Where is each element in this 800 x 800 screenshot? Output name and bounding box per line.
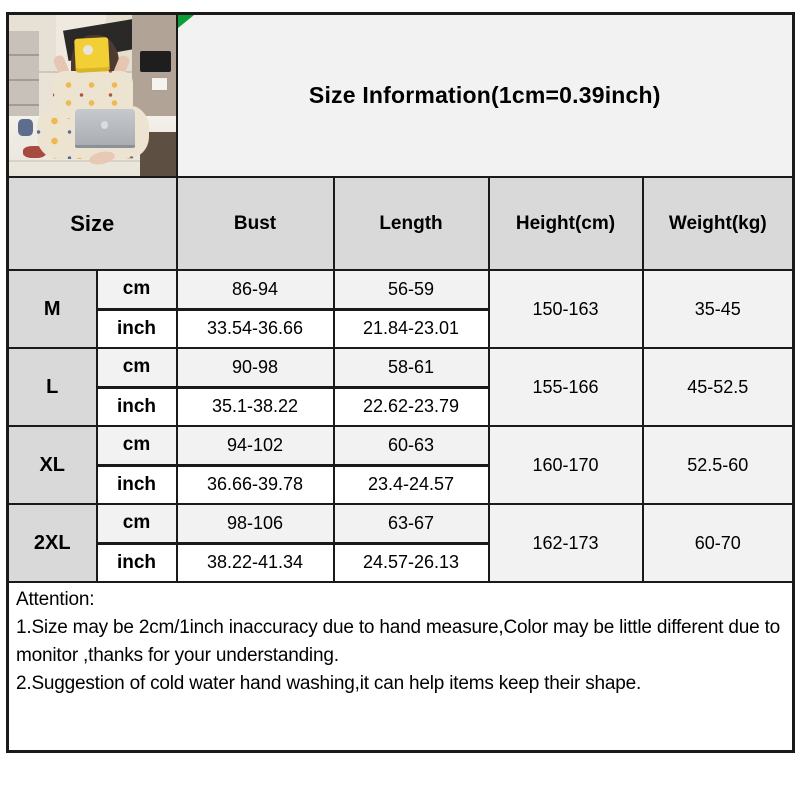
xl-weight: 52.5-60 — [643, 426, 794, 504]
2xl-bust-cm: 98-106 — [177, 504, 334, 543]
row-l-cm — [8, 348, 794, 387]
unit-label-inch: inch — [97, 465, 177, 504]
size-label-2xl: 2XL — [8, 504, 97, 582]
xl-bust-inch: 36.66-39.78 — [177, 465, 334, 504]
attention-heading: Attention: — [16, 589, 95, 610]
photo-laptop-logo — [101, 121, 108, 129]
column-header-weight: Weight(kg) — [643, 177, 794, 270]
page-title: Size Information(1cm=0.39inch) — [308, 82, 661, 108]
attention-note-1: 1.Size may be 2cm/1inch inaccuracy due to hand measure,Color may be little different due to monitor ,thanks for your understanding. — [16, 617, 781, 666]
product-photo-illustration — [9, 15, 176, 176]
row-xl-cm — [8, 426, 794, 465]
l-length-cm: 58-61 — [334, 348, 489, 387]
m-length-cm: 56-59 — [334, 270, 489, 309]
m-height: 150-163 — [489, 270, 643, 348]
l-bust-inch: 35.1-38.22 — [177, 387, 334, 426]
2xl-weight: 60-70 — [643, 504, 794, 582]
attention-note-2: 2.Suggestion of cold water hand washing,it can help items keep their shape. — [16, 673, 642, 694]
xl-height: 160-170 — [489, 426, 643, 504]
2xl-length-cm: 63-67 — [334, 504, 489, 543]
unit-label-inch: inch — [97, 309, 177, 348]
m-bust-cm: 86-94 — [177, 270, 334, 309]
l-height: 155-166 — [489, 348, 643, 426]
column-header-length: Length — [334, 177, 489, 270]
xl-length-cm: 60-63 — [334, 426, 489, 465]
column-header-size: Size — [8, 177, 177, 270]
2xl-bust-inch: 38.22-41.34 — [177, 543, 334, 582]
m-length-inch: 21.84-23.01 — [334, 309, 489, 348]
m-weight: 35-45 — [643, 270, 794, 348]
l-bust-cm: 90-98 — [177, 348, 334, 387]
attention-box — [8, 582, 794, 752]
photo-blue-item — [18, 119, 33, 136]
attention-row — [8, 582, 794, 752]
photo-wall-screen — [140, 51, 171, 72]
unit-label-cm: cm — [97, 426, 177, 465]
unit-label-inch: inch — [97, 543, 177, 582]
size-label-xl: XL — [8, 426, 97, 504]
size-label-l: L — [8, 348, 97, 426]
m-bust-inch: 33.54-36.66 — [177, 309, 334, 348]
row-2xl-cm — [8, 504, 794, 543]
2xl-height: 162-173 — [489, 504, 643, 582]
size-label-m: M — [8, 270, 97, 348]
size-chart-table — [6, 12, 795, 753]
photo-wall-card — [152, 78, 167, 90]
unit-label-cm: cm — [97, 270, 177, 309]
photo-yellow-snack-bag — [74, 37, 110, 73]
header-row — [8, 177, 794, 270]
product-photo — [8, 14, 177, 178]
unit-label-cm: cm — [97, 504, 177, 543]
column-header-bust: Bust — [177, 177, 334, 270]
2xl-length-inch: 24.57-26.13 — [334, 543, 489, 582]
green-corner-marker-icon — [178, 15, 194, 28]
row-m-cm — [8, 270, 794, 309]
title-cell — [177, 14, 794, 178]
unit-label-cm: cm — [97, 348, 177, 387]
photo-snack-bag-label — [83, 45, 93, 55]
l-weight: 45-52.5 — [643, 348, 794, 426]
l-length-inch: 22.62-23.79 — [334, 387, 489, 426]
unit-label-inch: inch — [97, 387, 177, 426]
xl-length-inch: 23.4-24.57 — [334, 465, 489, 504]
xl-bust-cm: 94-102 — [177, 426, 334, 465]
top-row — [8, 14, 794, 178]
column-header-height: Height(cm) — [489, 177, 643, 270]
